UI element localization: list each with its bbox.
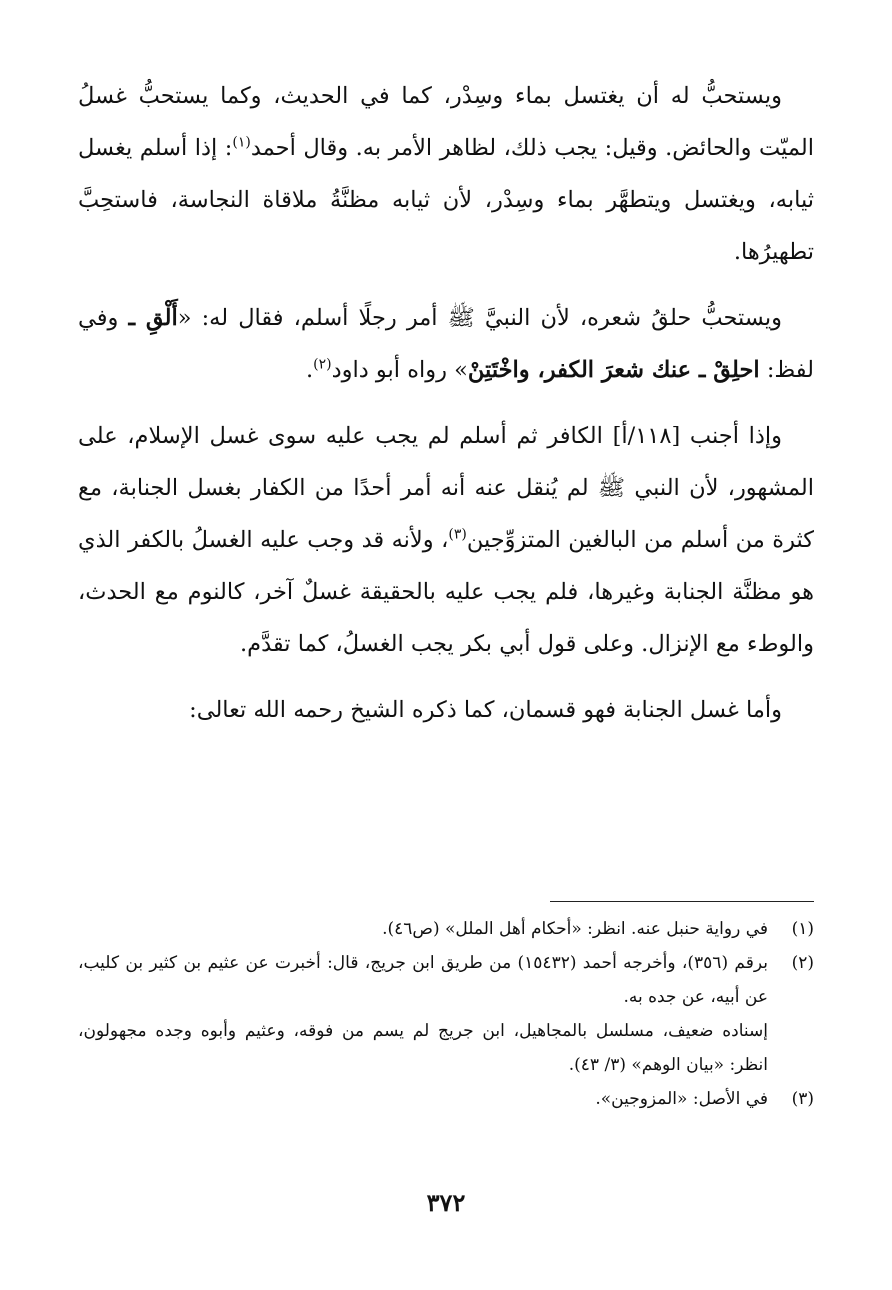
paragraph [78,684,814,736]
footnote-body [78,946,768,1082]
footnote-ref: (١) [232,134,251,151]
footnote-ref: (٣) [448,526,467,543]
footnote-item [78,946,814,1082]
footnote-body [78,912,768,946]
footnote-divider [550,901,814,902]
text-segment: ، ولأنه قد وجب عليه الغسلُ بالكفر الذي هو مظنَّة الجنابة وغيرها، فلم يجب عليه بالحقيقة غسلٌ آخر، كالنوم مع الحدث، والوطء مع الإنزال. وعلى قول أبي بكر يجب الغسلُ، كما تقدَّم. [78,527,814,657]
footnote-number: (١) [791,919,814,939]
text-segment: وأما غسل الجنابة فهو قسمان، كما ذكره الشيخ رحمه الله تعالى: [189,697,782,723]
footnote-line: في الأصل: «المزوجين». [595,1089,768,1109]
text-segment: ويستحبُّ له أن يغتسل بماء وسِدْر، كما في الحديث، وكما يستحبُّ غسلُ الميّت والحائض. وقيل: يجب ذلك، لظاهر الأمر به. وقال أحمد [78,83,814,161]
paragraph [78,70,814,278]
paragraph [78,292,814,396]
footnote-ref: (٢) [313,356,332,373]
footnote-number: (٢) [791,953,814,973]
hadith-text: أَلْقِ ـ [128,305,178,331]
text-segment: وإذا أجنب [١١٨/أ] الكافر ثم أسلم لم يجب عليه سوى غسل الإسلام، على المشهور، لأن النبي ﷺ لم يُنقل عنه أنه أمر أحدًا من الكفار بغسل الجنابة، مع كثرة من أسلم من البالغين المتزوِّجين [78,423,814,553]
footnote-line: برقم (٣٥٦)، وأخرجه أحمد (١٥٤٣٢) من طريق ابن جريج، قال: أخبرت عن عثيم بن كثير بن كليب، عن أبيه، عن جده به. [78,953,768,1007]
hadith-text: احلِقْ ـ عنك شعرَ الكفر، واخْتَتِنْ [467,357,760,383]
footnote-number: (٣) [791,1089,814,1109]
footnote-item [78,1082,814,1116]
text-segment: » رواه أبو داود [331,357,468,383]
text-segment: وفي لفظ: [78,305,814,383]
text-segment: . [305,357,314,383]
footnote-item [78,912,814,946]
footnotes [78,912,814,1116]
paragraph [78,410,814,670]
footnote-line: في رواية حنبل عنه. انظر: «أحكام أهل الملل» (ص٤٦). [382,919,768,939]
text-segment: ويستحبُّ حلقُ شعره، لأن النبيَّ ﷺ أمر رجلًا أسلم، فقال له: « [177,305,782,331]
page-number: ٣٧٢ [426,1188,466,1217]
footnote-body [78,1082,768,1116]
footnote-line: إسناده ضعيف، مسلسل بالمجاهيل، ابن جريج لم يسم من فوقه، وعثيم وأبوه وجده مجهولون، انظر: «بيان الوهم» (٣/ ٤٣). [78,1021,768,1075]
main-text [78,70,814,750]
text-segment: : إذا أسلم يغسل ثيابه، ويغتسل ويتطهَّر بماء وسِدْر، لأن ثيابه مظنَّةُ ملاقاة النجاسة، فاستحِبَّ تطهيرُها. [78,135,814,265]
